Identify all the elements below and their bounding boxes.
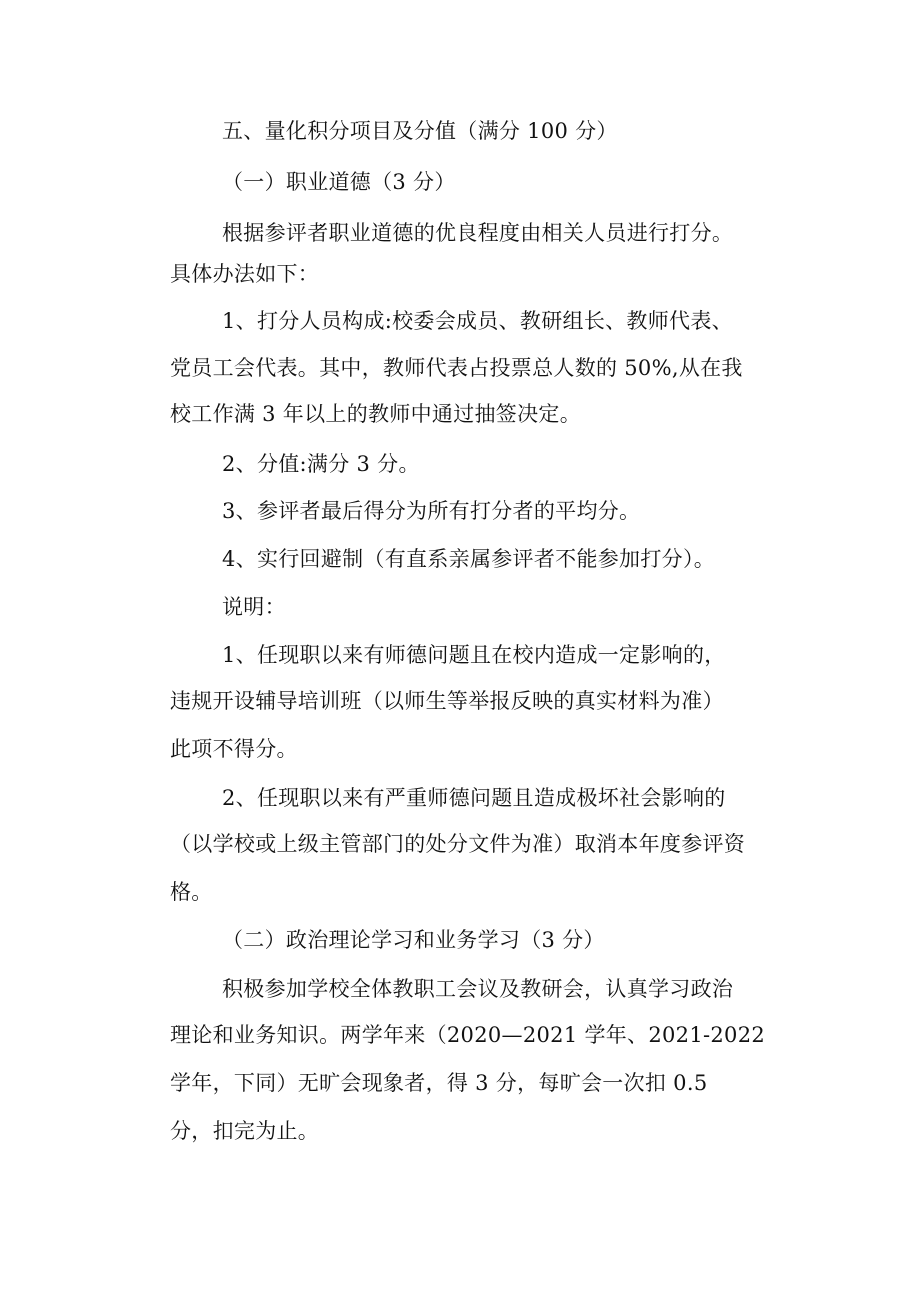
list-item-line: 2、分值:满分 3 分。: [222, 452, 420, 476]
note-line: 格。: [170, 880, 213, 904]
note-line: 1、任现职以来有师德问题且在校内造成一定影响的，: [222, 643, 726, 667]
subsection-heading: （一）职业道德（3 分）: [222, 170, 456, 194]
paragraph-line: 学年，下同）无旷会现象者，得 3 分，每旷会一次扣 0.5: [170, 1071, 708, 1095]
paragraph-line: 分，扣完为止。: [170, 1119, 320, 1143]
paragraph-line: 根据参评者职业道德的优良程度由相关人员进行打分。: [222, 221, 734, 245]
subsection-heading: （二）政治理论学习和业务学习（3 分）: [222, 928, 605, 952]
list-item-line: 1、打分人员构成:校委会成员、教研组长、教师代表、: [222, 309, 733, 333]
paragraph-line: 具体办法如下：: [170, 262, 320, 286]
list-item-line: 党员工会代表。其中，教师代表占投票总人数的 50%,从在我: [170, 356, 743, 380]
note-line: 此项不得分。: [170, 737, 298, 761]
paragraph-line: 积极参加学校全体教职工会议及教研会，认真学习政治: [222, 977, 734, 1001]
note-line: 违规开设辅导培训班（以师生等举报反映的真实材料为准）: [170, 689, 724, 713]
section-heading: 五、量化积分项目及分值（满分 100 分）: [222, 119, 618, 143]
list-item-line: 校工作满 3 年以上的教师中通过抽签决定。: [170, 402, 582, 426]
list-item-line: 3、参评者最后得分为所有打分者的平均分。: [222, 499, 641, 523]
paragraph-line: 理论和业务知识。两学年来（2020—2021 学年、2021-2022: [170, 1023, 766, 1047]
note-line: 2、任现职以来有严重师德问题且造成极坏社会影响的: [222, 786, 726, 810]
note-heading: 说明：: [222, 595, 286, 619]
list-item-line: 4、实行回避制（有直系亲属参评者不能参加打分）。: [222, 547, 716, 571]
note-line: （以学校或上级主管部门的处分文件为准）取消本年度参评资: [170, 832, 746, 856]
